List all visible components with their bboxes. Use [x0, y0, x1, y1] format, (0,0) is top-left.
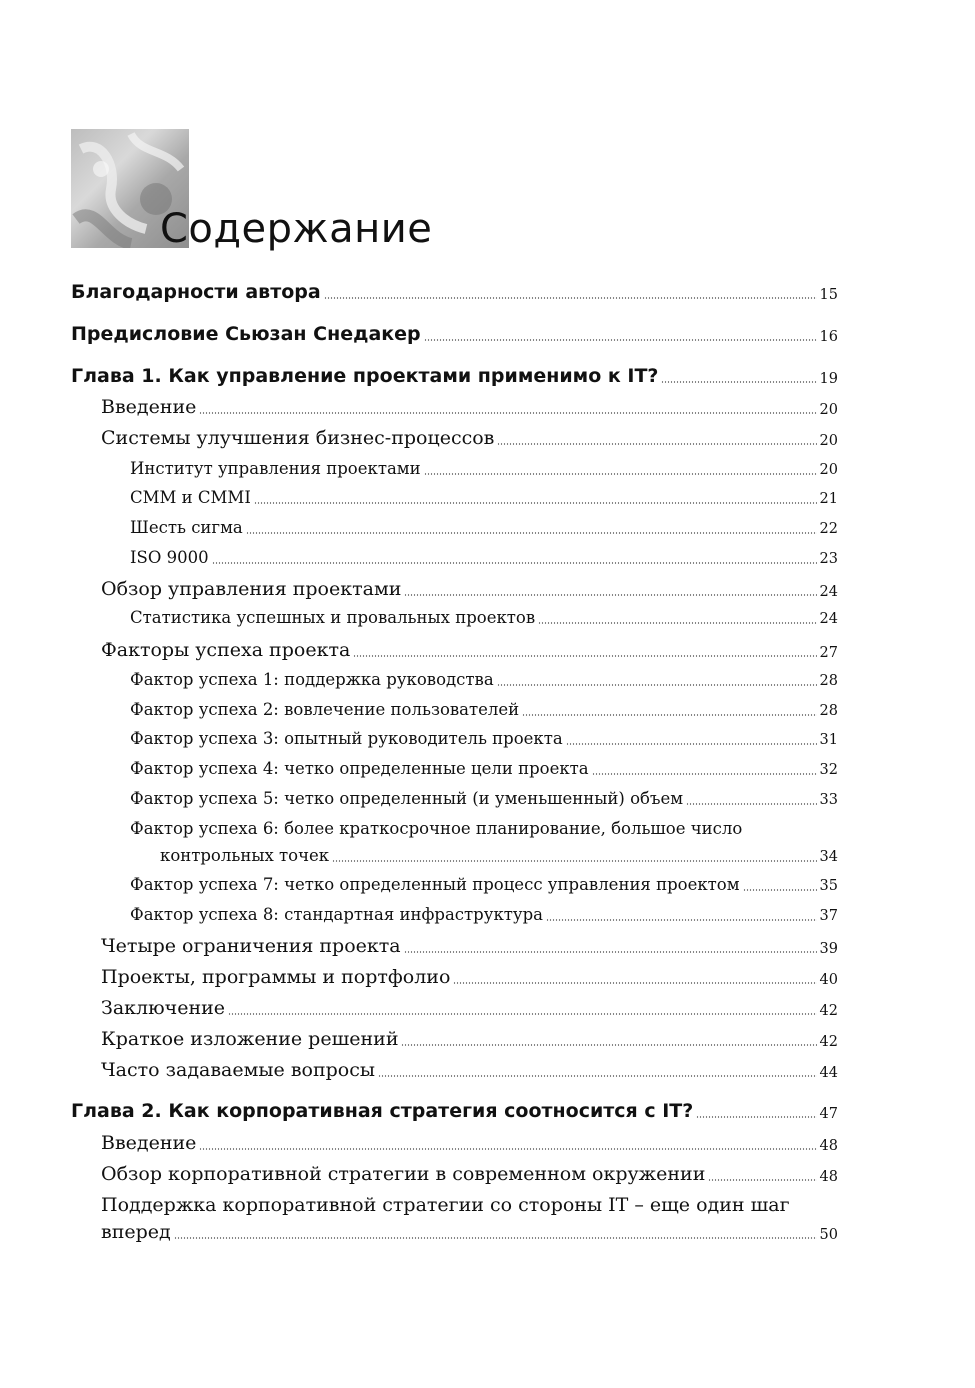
toc-entry — [101, 1030, 838, 1049]
toc-page-number: 35 — [819, 878, 838, 894]
toc-entry-title: Фактор успеха 3: опытный руководитель проекта — [130, 729, 563, 748]
leader-dots — [592, 773, 817, 775]
leader-dots — [497, 684, 817, 686]
toc-entry-title: Заключение — [101, 997, 226, 1019]
leader-dots — [246, 532, 817, 534]
toc-page-number: 20 — [819, 401, 838, 418]
toc-entry — [71, 283, 838, 302]
toc-entry-title: Благодарности автора — [71, 281, 321, 303]
toc-entry — [71, 367, 838, 386]
toc-entry — [101, 968, 838, 987]
toc-entry — [101, 580, 838, 599]
toc-entry-title: CMM и CMMI — [130, 488, 251, 507]
toc-entry-title-line2: вперед — [101, 1221, 171, 1243]
toc-entry-title: Фактор успеха 4: четко определенные цели проекта — [130, 759, 589, 778]
toc-entry-title: Фактор успеха 8: стандартная инфраструктура — [130, 905, 543, 924]
toc-entry — [130, 731, 838, 748]
leader-dots — [212, 562, 817, 564]
leader-dots — [708, 1179, 816, 1181]
toc-page-number: 33 — [819, 792, 838, 808]
leader-dots — [538, 622, 816, 624]
toc-page-number: 42 — [819, 1033, 838, 1050]
leader-dots — [453, 982, 816, 984]
toc-page-number: 19 — [819, 370, 838, 387]
toc-entry-title: Фактор успеха 7: четко определенный процесс управления проектом — [130, 875, 740, 894]
toc-entry — [101, 641, 838, 660]
toc-entry — [101, 1223, 838, 1242]
toc-page-number: 15 — [819, 286, 838, 303]
leader-dots — [324, 297, 817, 299]
toc-entry — [71, 1102, 838, 1121]
toc-entry — [71, 325, 838, 344]
toc-entry — [101, 937, 838, 956]
toc-entry — [130, 672, 838, 689]
leader-dots — [174, 1237, 817, 1239]
toc-entry-title: Глава 1. Как управление проектами применимо к IT? — [71, 365, 659, 387]
leader-dots — [404, 951, 817, 953]
leader-dots — [661, 381, 816, 383]
leader-dots — [546, 919, 817, 921]
toc-page-number: 48 — [819, 1168, 838, 1185]
toc-page-number: 23 — [819, 551, 838, 567]
leader-dots — [522, 714, 816, 716]
toc-page-number: 44 — [819, 1064, 838, 1081]
toc-entry-title: Статистика успешных и провальных проектов — [130, 608, 536, 627]
toc-entry-title: Институт управления проектами — [130, 459, 421, 478]
toc-entry — [101, 1134, 838, 1153]
toc-entry — [130, 610, 838, 627]
toc-page-number: 32 — [819, 762, 838, 778]
toc-entry-title: Обзор корпоративной стратегии в современном окружении — [101, 1163, 706, 1185]
toc-entry-title: Фактор успеха 1: поддержка руководства — [130, 670, 494, 689]
toc-entry — [101, 999, 838, 1018]
leader-dots — [254, 502, 817, 504]
toc-page-number: 20 — [819, 462, 838, 478]
toc-entry — [130, 550, 838, 567]
leader-dots — [404, 594, 816, 596]
toc-entry — [160, 848, 838, 865]
toc-entry — [130, 907, 838, 924]
leader-dots — [743, 889, 817, 891]
toc-entry-title: Фактор успеха 5: четко определенный (и уменьшенный) объем — [130, 789, 684, 808]
leader-dots — [424, 473, 817, 475]
toc-entry-title: Предисловие Сьюзан Снедакер — [71, 323, 421, 345]
toc-entry — [130, 761, 838, 778]
toc-page-number: 39 — [819, 940, 838, 957]
toc-entry — [130, 461, 838, 478]
toc-entry — [130, 791, 838, 808]
toc-page-number: 40 — [819, 971, 838, 988]
toc-entry — [101, 429, 838, 448]
toc-page-number: 16 — [819, 328, 838, 345]
leader-dots — [686, 803, 816, 805]
toc-entry — [101, 1165, 838, 1184]
toc-page-number: 48 — [819, 1137, 838, 1154]
toc-page-number: 37 — [819, 908, 838, 924]
toc-page-number: 24 — [819, 611, 838, 627]
toc-page-number: 24 — [819, 583, 838, 600]
toc-entry — [130, 702, 838, 719]
leader-dots — [401, 1044, 816, 1046]
toc-entry-title-line2: контрольных точек — [160, 846, 330, 865]
leader-dots — [353, 655, 816, 657]
toc-entry-title: Фактор успеха 2: вовлечение пользователей — [130, 700, 520, 719]
leader-dots — [199, 1148, 816, 1150]
toc-entry — [130, 520, 838, 537]
toc-entry-title: Краткое изложение решений — [101, 1028, 399, 1050]
toc-entry — [101, 1061, 838, 1080]
toc-entry-title: Четыре ограничения проекта — [101, 935, 401, 957]
leader-dots — [497, 443, 816, 445]
toc-entry — [130, 490, 838, 507]
toc-entry — [130, 877, 838, 894]
leader-dots — [566, 743, 817, 745]
page-title: Содержание — [160, 206, 433, 252]
leader-dots — [199, 412, 816, 414]
toc-entry-title-line1: Поддержка корпоративной стратегии со стороны IT – еще один шаг — [101, 1194, 790, 1216]
leader-dots — [228, 1013, 817, 1015]
toc-entry-title: Шесть сигма — [130, 518, 243, 537]
leader-dots — [378, 1075, 817, 1077]
toc-page-number: 42 — [819, 1002, 838, 1019]
toc-page-number: 28 — [819, 673, 838, 689]
toc-entry-title: Обзор управления проектами — [101, 578, 402, 600]
toc-page-number: 50 — [819, 1226, 838, 1243]
toc-entry-title: Глава 2. Как корпоративная стратегия соотносится с IT? — [71, 1100, 694, 1122]
toc-entry-title: Системы улучшения бизнес-процессов — [101, 427, 495, 449]
toc-entry — [101, 398, 838, 417]
leader-dots — [424, 339, 817, 341]
toc-page-number: 34 — [819, 849, 838, 865]
toc-page-number: 20 — [819, 432, 838, 449]
toc-entry-title: Часто задаваемые вопросы — [101, 1059, 375, 1081]
leader-dots — [696, 1116, 816, 1118]
toc-entry-title-line1: Фактор успеха 6: более краткосрочное планирование, большое число — [130, 819, 743, 838]
toc-entry-title: Введение — [101, 396, 197, 418]
toc-page-number: 31 — [819, 732, 838, 748]
leader-dots — [332, 860, 816, 862]
toc-entry-title: Проекты, программы и портфолио — [101, 966, 451, 988]
toc-entry-title: ISO 9000 — [130, 548, 209, 567]
toc-entry-title: Введение — [101, 1132, 197, 1154]
toc-page-number: 22 — [819, 521, 838, 537]
toc-page-number: 28 — [819, 703, 838, 719]
toc-entry-title: Факторы успеха проекта — [101, 639, 351, 661]
toc-page-number: 27 — [819, 644, 838, 661]
toc-page-number: 47 — [819, 1105, 838, 1122]
toc-page-number: 21 — [819, 491, 838, 507]
